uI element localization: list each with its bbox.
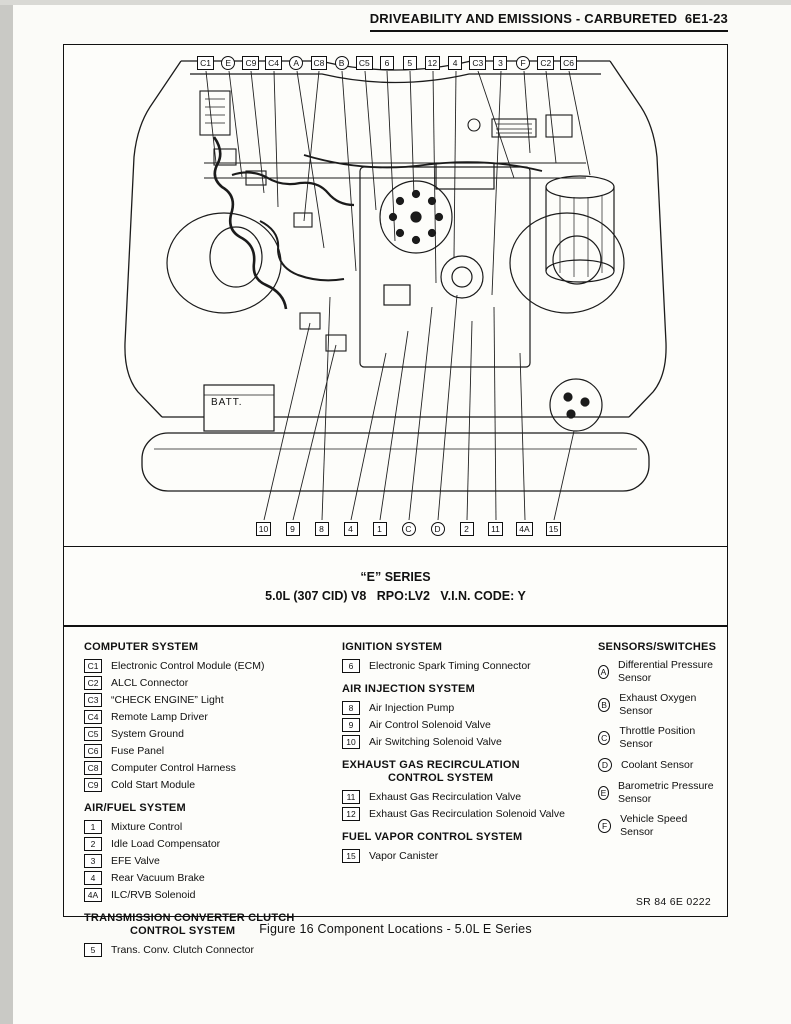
legend-item	[84, 744, 326, 758]
legend-key: 10	[342, 735, 360, 749]
callout-label: 15	[546, 522, 561, 536]
legend-item	[84, 943, 326, 957]
computer-items	[84, 659, 326, 792]
legend-item	[342, 807, 582, 821]
callout-label: C6	[560, 56, 577, 70]
legend-column-sensors	[598, 637, 716, 960]
callout	[535, 56, 556, 70]
legend-key: C9	[84, 778, 102, 792]
section-title-airfuel: AIR/FUEL SYSTEM	[84, 802, 186, 814]
callout	[399, 56, 420, 70]
legend-key: C4	[84, 710, 102, 724]
legend-key: C	[598, 731, 610, 745]
fuel-vapor-items	[342, 849, 582, 863]
legend	[64, 627, 727, 966]
fuse-panel-modules	[200, 91, 346, 351]
legend-text: Exhaust Gas Recirculation Solenoid Valve	[369, 807, 565, 820]
legend-item	[342, 735, 582, 749]
legend-text: System Ground	[111, 727, 184, 740]
legend-item	[342, 701, 582, 715]
section-title-egr-line2: CONTROL SYSTEM	[388, 772, 494, 784]
legend-key: 12	[342, 807, 360, 821]
series-title-block	[64, 547, 727, 627]
callout-label: 4A	[516, 522, 532, 536]
legend-text: Vehicle Speed Sensor	[620, 813, 688, 838]
callout	[240, 56, 261, 70]
legend-key: C5	[84, 727, 102, 741]
engine-assembly	[360, 163, 530, 367]
bottom-callout-row	[253, 522, 564, 536]
engine-bay-drawing-area	[64, 45, 727, 547]
callout-label: C8	[311, 56, 328, 70]
callout	[514, 522, 535, 536]
callout-label: E	[221, 56, 235, 70]
callout	[490, 56, 511, 70]
callout-label: B	[335, 56, 349, 70]
legend-key: 3	[84, 854, 102, 868]
callout-label: 6	[380, 56, 394, 70]
legend-item	[84, 761, 326, 775]
legend-key: F	[598, 819, 611, 833]
legend-text: Barometric Pressure Sensor	[617, 780, 714, 805]
legend-item	[84, 710, 326, 724]
legend-text: ILC/RVB Solenoid	[111, 888, 196, 901]
callout-label: 1	[373, 522, 387, 536]
legend-text: Fuse Panel	[111, 744, 165, 757]
legend-key: A	[598, 665, 609, 679]
legend-text: “CHECK ENGINE” Light	[111, 693, 224, 706]
legend-text: EFE Valve	[111, 854, 160, 867]
callout-label: 12	[425, 56, 440, 70]
callout-label: A	[289, 56, 303, 70]
callout	[354, 56, 375, 70]
tcc-items	[84, 943, 326, 957]
callout-label: C4	[265, 56, 282, 70]
legend-text: Air Control Solenoid Valve	[369, 718, 491, 731]
callout	[445, 56, 466, 70]
legend-key: 4	[84, 871, 102, 885]
callout	[558, 56, 579, 70]
callout	[543, 522, 564, 536]
callout	[195, 56, 216, 70]
callout	[369, 522, 390, 536]
legend-key: C6	[84, 744, 102, 758]
callout-label: 11	[488, 522, 503, 536]
legend-item	[84, 659, 326, 673]
legend-item	[84, 676, 326, 690]
legend-item	[84, 693, 326, 707]
callout-label: 10	[256, 522, 271, 536]
legend-item	[84, 871, 326, 885]
legend-text: Trans. Conv. Clutch Connector	[111, 943, 254, 956]
callout	[467, 56, 488, 70]
vapor-canister-circle	[550, 379, 602, 431]
callout	[308, 56, 329, 70]
legend-text: Electronic Control Module (ECM)	[111, 659, 265, 672]
callout-label: 4	[448, 56, 462, 70]
scan-edge-left	[0, 0, 13, 1024]
legend-key: 2	[84, 837, 102, 851]
legend-key: D	[598, 758, 612, 772]
legend-item	[84, 837, 326, 851]
legend-item	[342, 718, 582, 732]
section-title-tcc-line1: TRANSMISSION CONVERTER CLUTCH	[84, 912, 295, 924]
callout	[263, 56, 284, 70]
callout-label: F	[516, 56, 530, 70]
callout-label: C3	[469, 56, 486, 70]
section-title-sensors: SENSORS/SWITCHES	[598, 641, 717, 653]
legend-key: 15	[342, 849, 360, 863]
legend-key: E	[598, 786, 609, 800]
legend-text: Computer Control Harness	[111, 761, 236, 774]
legend-key: 1	[84, 820, 102, 834]
legend-text: Coolant Sensor	[621, 758, 694, 771]
callout-label: 9	[286, 522, 300, 536]
callout	[427, 522, 448, 536]
top-callout-row	[195, 56, 579, 70]
page-header-title: DRIVEABILITY AND EMISSIONS - CARBURETED 6E1-23	[370, 11, 728, 32]
callout	[398, 522, 419, 536]
callout	[253, 522, 274, 536]
callout-label: D	[431, 522, 445, 536]
legend-item	[84, 727, 326, 741]
callout-label: C1	[197, 56, 214, 70]
battery-label: BATT.	[211, 397, 243, 408]
callout	[340, 522, 361, 536]
egr-items	[342, 790, 582, 821]
section-title-air-injection: AIR INJECTION SYSTEM	[342, 683, 475, 695]
page-header	[370, 10, 728, 32]
legend-key: C3	[84, 693, 102, 707]
airfuel-items	[84, 820, 326, 902]
relay-connectors	[468, 115, 572, 137]
legend-item	[342, 849, 582, 863]
legend-key: B	[598, 698, 610, 712]
callout	[485, 522, 506, 536]
callout-label: C5	[356, 56, 373, 70]
legend-text: ALCL Connector	[111, 676, 189, 689]
air-injection-items	[342, 701, 582, 749]
legend-key: C8	[84, 761, 102, 775]
legend-key: 11	[342, 790, 360, 804]
legend-text: Air Switching Solenoid Valve	[369, 735, 502, 748]
callout-label: 4	[344, 522, 358, 536]
legend-item	[598, 692, 716, 717]
section-title-computer: COMPUTER SYSTEM	[84, 641, 199, 653]
legend-item	[598, 725, 716, 750]
callout-label: C9	[242, 56, 259, 70]
callout-label: 3	[493, 56, 507, 70]
callout	[311, 522, 332, 536]
series-title: “E” SERIES	[360, 569, 431, 584]
legend-item	[84, 888, 326, 902]
callout-label: C	[402, 522, 416, 536]
section-title-egr-line1: EXHAUST GAS RECIRCULATION	[342, 759, 520, 771]
legend-item	[342, 659, 582, 673]
legend-text: Remote Lamp Driver	[111, 710, 208, 723]
legend-key: 6	[342, 659, 360, 673]
ignition-items	[342, 659, 582, 673]
scan-edge-top	[0, 0, 791, 5]
sensors-items	[598, 659, 716, 838]
callout-label: C2	[537, 56, 554, 70]
engine-bay-drawing	[64, 45, 724, 547]
section-title-egr	[342, 759, 582, 784]
reference-number: SR 84 6E 0222	[635, 896, 711, 908]
legend-key: 9	[342, 718, 360, 732]
legend-key: 4A	[84, 888, 102, 902]
legend-text: Cold Start Module	[111, 778, 196, 791]
callout	[456, 522, 477, 536]
canister-cylinder	[546, 176, 614, 282]
legend-key: C2	[84, 676, 102, 690]
callout	[282, 522, 303, 536]
leader-lines-top	[206, 71, 590, 295]
legend-text: Rear Vacuum Brake	[111, 871, 205, 884]
legend-key: 8	[342, 701, 360, 715]
legend-item	[598, 758, 716, 772]
callout	[377, 56, 398, 70]
legend-item	[84, 778, 326, 792]
legend-text: Idle Load Compensator	[111, 837, 221, 850]
legend-key: 5	[84, 943, 102, 957]
callout	[513, 56, 534, 70]
legend-text: Electronic Spark Timing Connector	[369, 659, 531, 672]
section-title-tcc-line2: CONTROL SYSTEM	[130, 925, 236, 937]
callout-label: 5	[403, 56, 417, 70]
section-title-fuel-vapor: FUEL VAPOR CONTROL SYSTEM	[342, 831, 523, 843]
legend-column-ignition	[342, 637, 582, 960]
series-subtitle: 5.0L (307 CID) V8 RPO:LV2 V.I.N. CODE: Y	[265, 588, 526, 603]
battery	[204, 385, 274, 431]
legend-text: Mixture Control	[111, 820, 183, 833]
callout	[422, 56, 443, 70]
section-title-ignition: IGNITION SYSTEM	[342, 641, 443, 653]
callout	[218, 56, 239, 70]
legend-item	[84, 820, 326, 834]
legend-item	[598, 813, 716, 838]
figure-caption: Figure 16 Component Locations - 5.0L E Series	[259, 922, 532, 936]
legend-text: Throttle Position Sensor	[619, 725, 696, 750]
legend-text: Exhaust Gas Recirculation Valve	[369, 790, 522, 803]
legend-column-computer	[84, 637, 326, 960]
legend-item	[84, 854, 326, 868]
callout	[286, 56, 307, 70]
legend-item	[598, 659, 716, 684]
callout-label: 2	[460, 522, 474, 536]
legend-text: Exhaust Oxygen Sensor	[619, 692, 697, 717]
legend-item	[342, 790, 582, 804]
legend-text: Air Injection Pump	[369, 701, 455, 714]
legend-text: Vapor Canister	[369, 849, 439, 862]
legend-item	[598, 780, 716, 805]
legend-text: Differential Pressure Sensor	[617, 659, 713, 684]
callout	[331, 56, 352, 70]
legend-key: C1	[84, 659, 102, 673]
callout-label: 8	[315, 522, 329, 536]
